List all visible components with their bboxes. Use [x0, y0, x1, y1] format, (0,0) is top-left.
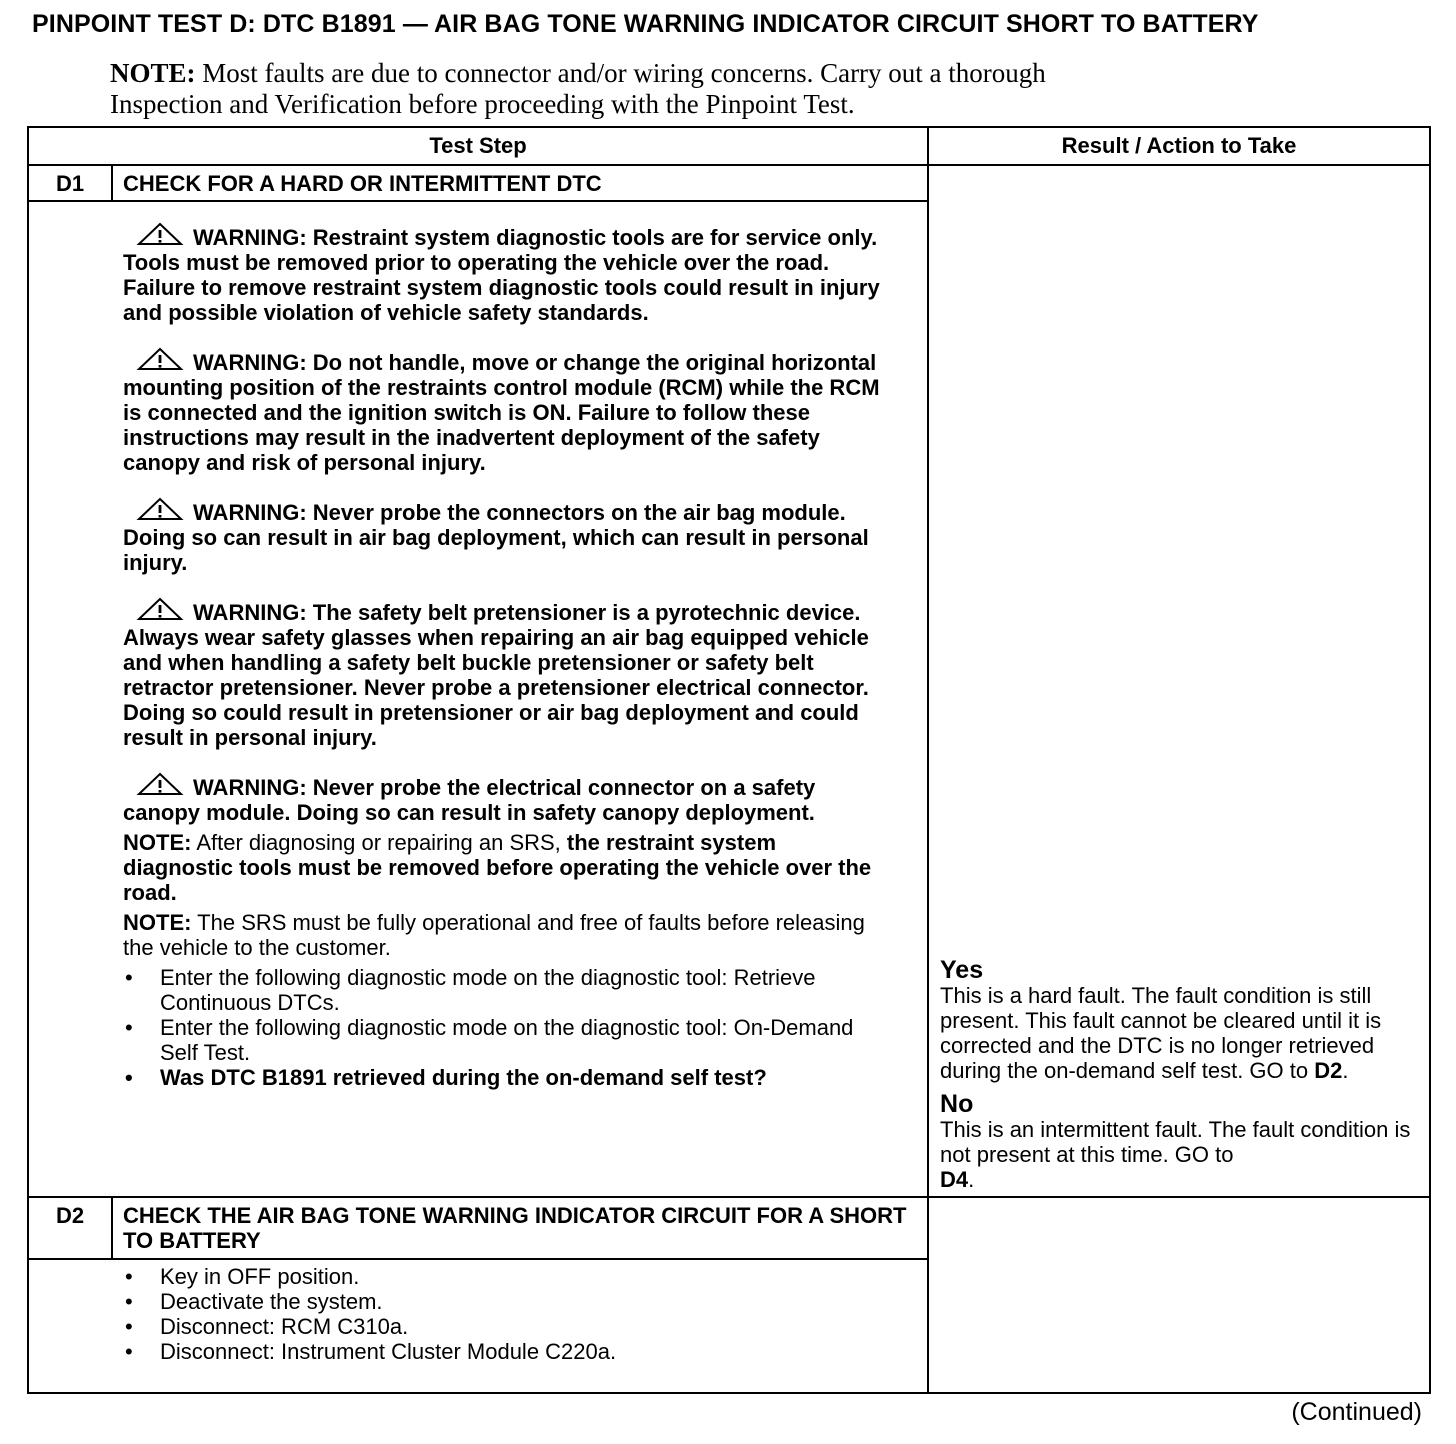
list-item: • Key in OFF position.: [123, 1264, 891, 1289]
note-srs-tools: [123, 830, 891, 905]
result-cell-d1: [928, 165, 1430, 1197]
note-label: NOTE:: [123, 910, 192, 935]
warning-3: [123, 597, 891, 750]
warning-2: [123, 497, 891, 575]
warning-text-0: WARNING: Restraint system diagnostic tools are for service only. Tools must be removed prior to operating the vehicle over the road. Failure to remove restraint system diagnostic tools could result in injury and possible violation of vehicle safety standards.: [123, 225, 880, 325]
note-label: NOTE:: [123, 830, 192, 855]
result-yes-body: This is a hard fault. The fault condition is still present. This fault cannot be cleared until it is corrected and the DTC is no longer retrieved during the on-demand self test. GO to: [940, 983, 1382, 1083]
list-item-question: • Was DTC B1891 retrieved during the on-demand self test?: [123, 1065, 891, 1090]
pinpoint-test-table: [27, 126, 1431, 1394]
step-heading-d1: CHECK FOR A HARD OR INTERMITTENT DTC: [112, 165, 928, 201]
warning-triangle-icon: [135, 347, 185, 371]
warning-triangle-icon: [135, 772, 185, 796]
warning-4: [123, 772, 891, 825]
list-item: • Enter the following diagnostic mode on the diagnostic tool: On-Demand Self Test.: [123, 1015, 891, 1065]
goto-d4-link[interactable]: D4: [940, 1167, 969, 1192]
result-no-body: This is an intermittent fault. The fault condition is not present at this time. GO to: [940, 1117, 1411, 1167]
step-number-d1: D1: [28, 165, 112, 201]
intro-note-line2: Inspection and Verification before proceeding with the Pinpoint Test.: [110, 89, 855, 119]
goto-d2-link[interactable]: D2: [1314, 1058, 1343, 1083]
step-bullets-d1: [123, 965, 891, 1090]
note-srs-operational: [123, 910, 891, 960]
list-item: • Enter the following diagnostic mode on the diagnostic tool: Retrieve Continuous DTCs.: [123, 965, 891, 1015]
step-bullets-d2: [123, 1264, 891, 1364]
result-cell-d2: [928, 1197, 1430, 1393]
warning-triangle-icon: [135, 597, 185, 621]
step-body-d2: [28, 1259, 928, 1393]
list-item: • Deactivate the system.: [123, 1289, 891, 1314]
result-no-text: [940, 1117, 1421, 1192]
warning-0: [123, 222, 891, 325]
header-result: Result / Action to Take: [928, 127, 1430, 165]
intro-note-line1: Most faults are due to connector and/or wiring concerns. Carry out a thorough: [202, 58, 1046, 88]
list-item: • Disconnect: RCM C310a.: [123, 1314, 891, 1339]
warning-text-2: WARNING: Never probe the connectors on the air bag module. Doing so can result in air bag deployment, which can result in personal injury.: [123, 500, 869, 575]
result-yes-text: [940, 983, 1421, 1083]
note-bold-text: the restraint system diagnostic tools must be removed before operating the vehicle over the road.: [123, 830, 872, 905]
intro-note: [110, 58, 1310, 120]
continued-label: (Continued): [1291, 1398, 1422, 1426]
warning-text-1: WARNING: Do not handle, move or change the original horizontal mounting position of the restraints control module (RCM) while the RCM is connected and the ignition switch is ON. Failure to follow these instructions may result in the inadvertent deployment of the safety canopy and risk of personal injury.: [123, 350, 880, 475]
warning-triangle-icon: [135, 222, 185, 246]
warning-text-4: WARNING: Never probe the electrical connector on a safety canopy module. Doing so can result in safety canopy deployment.: [123, 775, 816, 825]
note-text: The SRS must be fully operational and free of faults before releasing the vehicle to the customer.: [123, 910, 865, 960]
result-yes-period: .: [1342, 1058, 1349, 1083]
result-no-period: .: [968, 1167, 975, 1192]
step-number-d2: D2: [28, 1197, 112, 1259]
intro-note-label: NOTE:: [110, 58, 196, 88]
page-title: PINPOINT TEST D: DTC B1891 — AIR BAG TONE WARNING INDICATOR CIRCUIT SHORT TO BATTERY: [32, 10, 1259, 38]
warning-triangle-icon: [135, 497, 185, 521]
warning-1: [123, 347, 891, 475]
result-yes-label: Yes: [940, 956, 984, 984]
list-item: • Disconnect: Instrument Cluster Module C220a.: [123, 1339, 891, 1364]
step-heading-d2: CHECK THE AIR BAG TONE WARNING INDICATOR CIRCUIT FOR A SHORT TO BATTERY: [112, 1197, 928, 1259]
header-test-step: Test Step: [28, 127, 928, 165]
warning-text-3: WARNING: The safety belt pretensioner is a pyrotechnic device. Always wear safety glasses when repairing an air bag equipped vehicle and when handling a safety belt buckle pretensioner or safety belt retractor pretensioner. Never probe a pretensioner electrical connector. Doing so could result in pretensioner or air bag deployment and could result in personal injury.: [123, 600, 869, 750]
step-body-d1: [28, 201, 928, 1197]
result-no-label: No: [940, 1090, 974, 1118]
note-text: After diagnosing or repairing an SRS,: [196, 830, 561, 855]
